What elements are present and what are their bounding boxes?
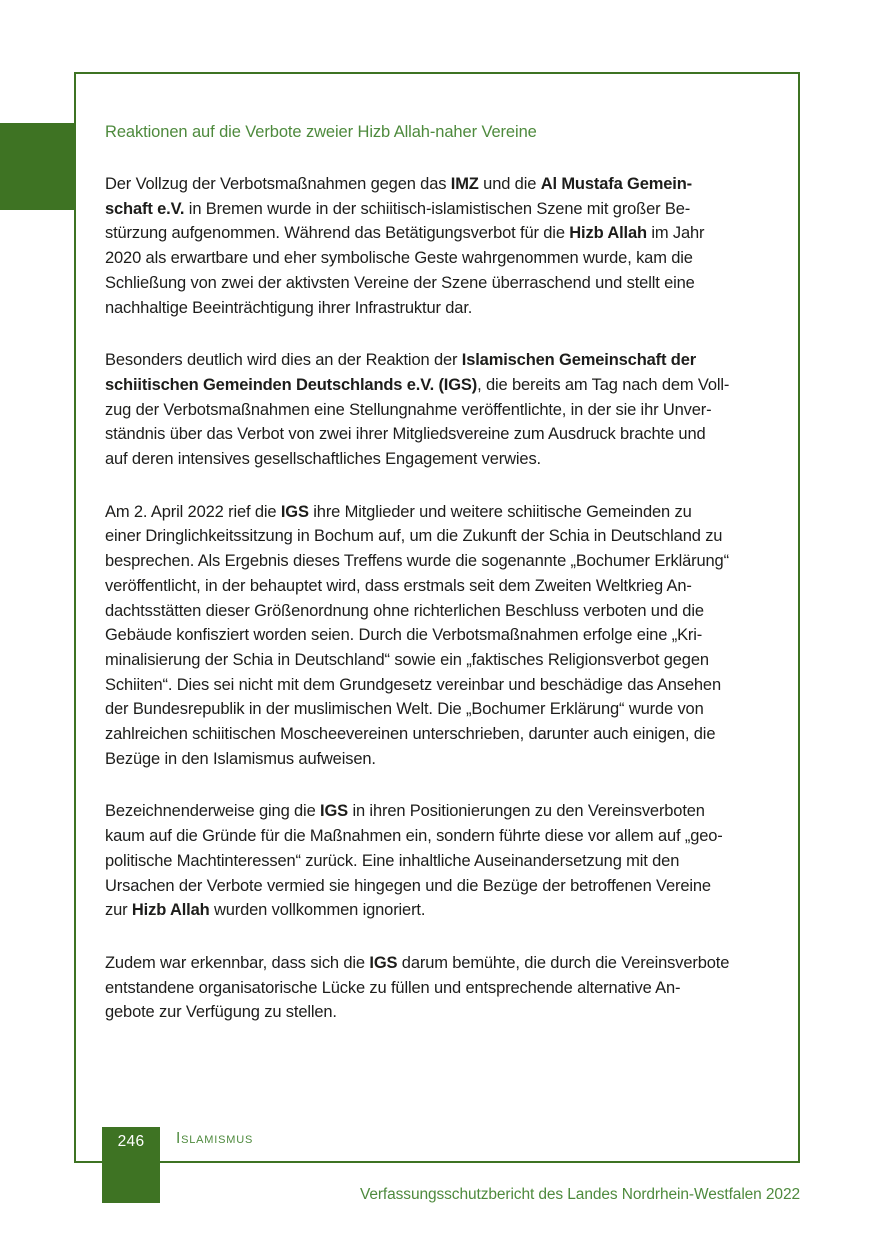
text-line: ständnis über das Verbot von zwei ihrer Mitgliedsvereine zum Ausdruck brachte und xyxy=(105,425,706,444)
text-line: der Bundesrepublik in der muslimischen Welt. Die „Bochumer Erklärung“ wurde von xyxy=(105,700,704,719)
text-line: kaum auf die Gründe für die Maßnahmen ein, sondern führte diese vor allem auf „geo- xyxy=(105,827,723,846)
text-line: Bezüge in den Islamismus aufweisen. xyxy=(105,749,376,768)
text-line: Gebäude konfisziert worden seien. Durch die Verbotsmaßnahmen erfolge eine „Kri- xyxy=(105,626,703,645)
text-line: Zudem war erkennbar, dass sich die IGS darum bemühte, die durch die Vereinsverbote xyxy=(105,953,730,972)
text-line: schaft e.V. in Bremen wurde in der schiitisch-islamistischen Szene mit großer Be- xyxy=(105,199,691,218)
text-line: zug der Verbotsmaßnahmen eine Stellungnahme veröffentlichte, in der sie ihr Unver- xyxy=(105,400,712,419)
text-line: gebote zur Verfügung zu stellen. xyxy=(105,1003,337,1022)
section-heading: Reaktionen auf die Verbote zweier Hizb Allah-naher Vereine xyxy=(105,123,537,141)
text-line: Ursachen der Verbote vermied sie hingegen und die Bezüge der betroffenen Vereine xyxy=(105,876,711,895)
text-line: Besonders deutlich wird dies an der Reaktion der Islamischen Gemeinschaft der xyxy=(105,351,697,370)
text-line: dachtsstätten dieser Größenordnung ohne richterlichen Beschluss verboten und die xyxy=(105,601,704,620)
footer-report-title: Verfassungsschutzbericht des Landes Nordrhein-Westfalen 2022 xyxy=(359,1186,800,1203)
text-line: schiitischen Gemeinden Deutschlands e.V. (IGS), die bereits am Tag nach dem Voll- xyxy=(105,375,730,394)
text-line: 2020 als erwartbare und eher symbolische Geste wahrgenommen wurde, kam die xyxy=(105,249,693,268)
text-line: Schließung von zwei der aktivsten Vereine der Szene überraschend und stellt eine xyxy=(105,273,695,292)
paragraph xyxy=(105,500,777,772)
text-line: minalisierung der Schia in Deutschland“ sowie ein „faktisches Religionsverbot gegen xyxy=(105,650,709,669)
text-line: nachhaltige Beeinträchtigung ihrer Infrastruktur dar. xyxy=(105,298,473,317)
text-line: zur Hizb Allah wurden vollkommen ignoriert. xyxy=(105,901,426,920)
text-line: Schiiten“. Dies sei nicht mit dem Grundgesetz vereinbar und beschädige das Ansehen xyxy=(105,675,721,694)
page-number: 246 xyxy=(117,1133,145,1150)
text-line: auf deren intensives gesellschaftliches Engagement verwies. xyxy=(105,450,541,469)
paragraph xyxy=(105,799,777,923)
text-line: zahlreichen schiitischen Moscheevereinen unterschrieben, darunter auch einigen, die xyxy=(105,725,716,744)
text-line: stürzung aufgenommen. Während das Betätigungsverbot für die Hizb Allah im Jahr xyxy=(105,224,705,243)
text-line: Am 2. April 2022 rief die IGS ihre Mitglieder und weitere schiitische Gemeinden zu xyxy=(105,502,692,521)
page-content xyxy=(105,120,777,1053)
text-line: besprechen. Als Ergebnis dieses Treffens wurde die sogenannte „Bochumer Erklärung“ xyxy=(105,552,729,571)
text-line: Bezeichnenderweise ging die IGS in ihren Positionierungen zu den Vereinsverboten xyxy=(105,802,705,821)
body-paragraphs xyxy=(105,172,777,1025)
text-line: einer Dringlichkeitssitzung in Bochum auf, um die Zukunft der Schia in Deutschland zu xyxy=(105,527,723,546)
footer-section-label: Islamismus xyxy=(176,1130,254,1147)
paragraph xyxy=(105,951,777,1025)
text-line: Der Vollzug der Verbotsmaßnahmen gegen das IMZ und die Al Mustafa Gemein- xyxy=(105,175,693,193)
text-line: veröffentlicht, in der behauptet wird, dass erstmals seit dem Zweiten Weltkrieg An- xyxy=(105,576,692,595)
text-line: entstandene organisatorische Lücke zu füllen und entsprechende alternative An- xyxy=(105,978,681,997)
chapter-side-tab xyxy=(0,123,76,210)
paragraph xyxy=(105,172,777,320)
page-number-block xyxy=(102,1127,160,1203)
paragraph xyxy=(105,348,777,472)
text-line: politische Machtinteressen“ zurück. Eine inhaltliche Auseinandersetzung mit den xyxy=(105,851,680,870)
